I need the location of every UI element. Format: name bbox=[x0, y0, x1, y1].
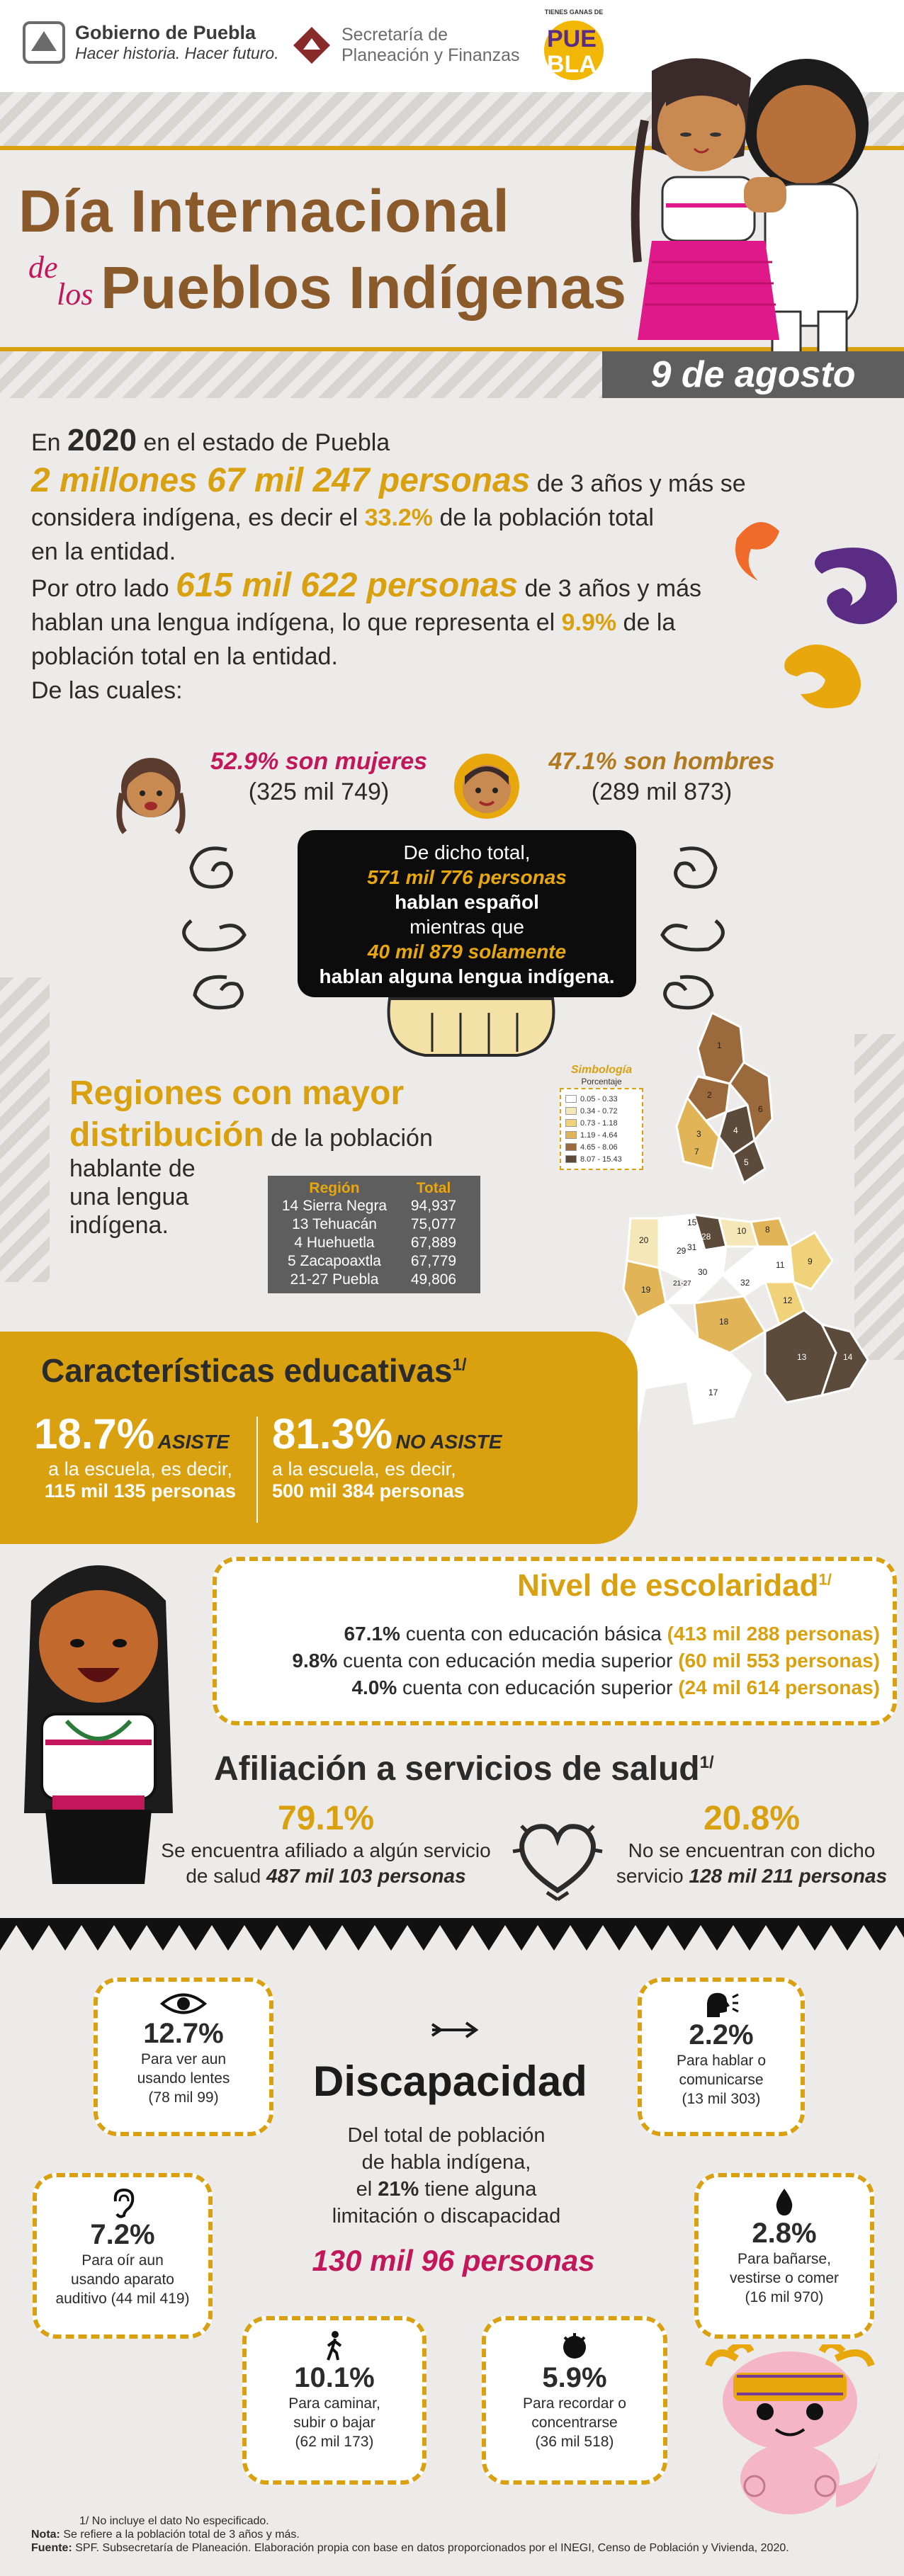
card-pct: 5.9% bbox=[542, 2362, 607, 2393]
walking-person-icon bbox=[322, 2330, 346, 2361]
map-label: 15 bbox=[687, 1218, 697, 1227]
women-stat bbox=[191, 748, 446, 806]
disability-title: Discapacidad bbox=[313, 2058, 587, 2105]
health-no bbox=[606, 1799, 897, 1889]
regions-table bbox=[268, 1176, 480, 1293]
disability-card-walk: 10.1% Para caminar, subir o bajar (62 mil 173) bbox=[242, 2316, 426, 2485]
regions-title2-line: distribución de la población bbox=[69, 1116, 433, 1154]
speech-line6: hablan alguna lengua indígena. bbox=[319, 965, 615, 987]
card-pct: 2.2% bbox=[689, 2019, 754, 2050]
secretaria-logo bbox=[290, 24, 520, 67]
men-stat bbox=[527, 748, 796, 806]
map-label: 17 bbox=[708, 1388, 718, 1397]
legend-item: 0.34 - 0.72 bbox=[565, 1105, 638, 1117]
disability-card-hear: 7.2% Para oír aun usando aparato auditivo (44 mil 419) bbox=[33, 2173, 213, 2339]
brain-icon bbox=[559, 2330, 590, 2361]
speaking-head-icon bbox=[703, 1990, 740, 2019]
attend-count: 115 mil 135 personas bbox=[44, 1480, 237, 1502]
table-row: 4 Huehuetla 67,889 bbox=[294, 1235, 457, 1251]
title-line2: Pueblos Indígenas bbox=[101, 254, 627, 321]
hands-illustration bbox=[383, 992, 560, 1062]
puebla-brand-logo bbox=[537, 8, 611, 82]
noattend-count: 500 mil 384 personas bbox=[272, 1480, 465, 1502]
ear-icon bbox=[108, 2187, 137, 2218]
map-label: 8 bbox=[765, 1225, 770, 1235]
disability-card-remember: 5.9% Para recordar o concentrarse (36 mil 518) bbox=[482, 2316, 667, 2485]
gob-puebla-logo bbox=[21, 20, 279, 65]
regions-title1: Regiones con mayor bbox=[69, 1074, 405, 1112]
map-label: 13 bbox=[797, 1352, 807, 1362]
intro-line1: En 2020 en el estado de Puebla bbox=[31, 423, 390, 458]
legend-item: 1.19 - 4.64 bbox=[565, 1129, 638, 1141]
girl-face-icon bbox=[112, 744, 190, 836]
map-label: 21-27 bbox=[673, 1280, 691, 1288]
title-de: de bbox=[28, 250, 58, 285]
speech-line4: mientras que bbox=[409, 916, 524, 938]
map-label: 14 bbox=[843, 1352, 853, 1362]
regions-col-region: Región bbox=[309, 1180, 360, 1196]
heart-icon bbox=[512, 1816, 604, 1901]
map-label: 10 bbox=[737, 1226, 747, 1236]
speech-swirls-left-icon bbox=[177, 836, 283, 1020]
legend-subtitle: Porcentaje bbox=[581, 1077, 622, 1086]
disability-desc3: el 21% tiene alguna bbox=[356, 2178, 537, 2201]
table-row: 21-27 Puebla 49,806 bbox=[290, 1271, 457, 1288]
noattend-line2: a la escuela, es decir, bbox=[272, 1458, 456, 1480]
women-count: (325 mil 749) bbox=[248, 778, 390, 805]
disability-desc4: limitación o discapacidad bbox=[332, 2205, 561, 2228]
title-line1: Día Internacional bbox=[18, 178, 510, 244]
brand-top: PUE bbox=[547, 25, 597, 52]
regions-sub3: una lengua bbox=[69, 1184, 189, 1210]
date-zigzag-band bbox=[0, 351, 602, 398]
card-pct: 10.1% bbox=[294, 2362, 375, 2393]
date-badge bbox=[602, 351, 904, 398]
disability-total: 130 mil 96 personas bbox=[312, 2244, 595, 2277]
legend-item: 0.73 - 1.18 bbox=[565, 1117, 638, 1129]
axolotl-mascot-illustration bbox=[694, 2344, 886, 2521]
map-label: 19 bbox=[641, 1285, 651, 1295]
health-no-line1: No se encuentran con dicho bbox=[628, 1839, 876, 1861]
boy-face-icon bbox=[448, 744, 526, 829]
intro-line6: hablan una lengua indígena, lo que representa el 9.9% de la bbox=[31, 609, 676, 636]
map-label: 30 bbox=[698, 1267, 708, 1277]
map-label: 4 bbox=[733, 1125, 738, 1135]
health-no-line2: servicio 128 mil 211 personas bbox=[616, 1865, 888, 1887]
secretaria-line2: Planeación y Finanzas bbox=[341, 45, 520, 65]
table-row: 13 Tehuacán 75,077 bbox=[292, 1216, 457, 1232]
speech-line3: hablan español bbox=[395, 891, 539, 913]
schooling-title: Nivel de escolaridad$^{1/}$ bbox=[517, 1568, 832, 1603]
footer-fuente: Fuente: SPF. Subsecretaría de Planeación. Elaboración propia con base en datos proporcionados por el INEGI, Censo de Población y Vivienda, 2020. bbox=[31, 2542, 789, 2554]
legend-item: 8.07 - 15.43 bbox=[565, 1153, 638, 1165]
map-label: 1 bbox=[717, 1040, 722, 1050]
brand-small: TIENES GANAS DE bbox=[544, 8, 604, 16]
schooling-row: 67.1% cuenta con educación básica (413 mil 288 personas) bbox=[344, 1623, 880, 1645]
regions-left-zigzag bbox=[0, 977, 50, 1282]
speech-line1: De dicho total, bbox=[403, 841, 531, 863]
map-label: 20 bbox=[639, 1235, 649, 1245]
intro-line5: Por otro lado 615 mil 622 personas de 3 años y más bbox=[31, 567, 701, 604]
gob-slogan: Hacer historia. Hacer futuro. bbox=[75, 44, 279, 62]
attend-headline: 18.7% ASISTE bbox=[34, 1410, 230, 1458]
map-label: 32 bbox=[740, 1278, 750, 1288]
intro-line4: en la entidad. bbox=[31, 538, 176, 565]
men-label: 47.1% son hombres bbox=[548, 748, 775, 775]
schooling-row: 9.8% cuenta con educación media superior (60 mil 553 personas) bbox=[292, 1650, 880, 1672]
map-label: 6 bbox=[758, 1104, 763, 1114]
legend-title: Simbología bbox=[570, 1064, 633, 1076]
legend-item: 0.05 - 0.33 bbox=[565, 1093, 638, 1105]
spf-emblem-icon bbox=[290, 24, 333, 67]
noattend-headline: 81.3% NO ASISTE bbox=[272, 1410, 502, 1458]
map-label: 31 bbox=[687, 1242, 697, 1252]
disability-desc1: Del total de población bbox=[347, 2124, 546, 2147]
table-row: 5 Zacapoaxtla 67,779 bbox=[288, 1253, 457, 1269]
swirl-decoration-icon bbox=[730, 510, 904, 722]
intro-line2: 2 millones 67 mil 247 personas de 3 años y más se bbox=[31, 462, 746, 499]
title-los: los bbox=[57, 277, 94, 312]
footer-nota: Nota: Se refiere a la población total de 3 años y más. bbox=[31, 2529, 300, 2541]
map-label: 7 bbox=[694, 1147, 699, 1157]
attend-line2: a la escuela, es decir, bbox=[48, 1458, 232, 1480]
brand-bottom: BLA bbox=[547, 51, 597, 78]
schooling-row: 4.0% cuenta con educación superior (24 mil 614 personas) bbox=[351, 1676, 880, 1698]
education-title: Características educativas$^{1/}$ bbox=[41, 1352, 467, 1389]
health-no-pct: 20.8% bbox=[703, 1800, 801, 1837]
women-label: 52.9% son mujeres bbox=[210, 748, 428, 775]
map-label: 11 bbox=[776, 1260, 785, 1270]
health-title: Afiliación a servicios de salud$^{1/}$ bbox=[214, 1750, 714, 1788]
eye-icon bbox=[160, 1990, 207, 2017]
regions-col-total: Total bbox=[416, 1180, 451, 1196]
map-label: 5 bbox=[744, 1157, 749, 1167]
date-text: 9 de agosto bbox=[650, 354, 856, 395]
speech-line5: 40 mil 879 solamente bbox=[367, 941, 567, 963]
education-attend bbox=[34, 1409, 247, 1502]
secretaria-line1: Secretaría de bbox=[341, 25, 448, 45]
gob-title: Gobierno de Puebla bbox=[75, 22, 256, 43]
health-yes-line1: Se encuentra afiliado a algún servicio bbox=[161, 1839, 491, 1861]
footer bbox=[31, 2514, 867, 2555]
map-label: 2 bbox=[707, 1090, 712, 1100]
disability-desc bbox=[312, 2122, 581, 2230]
disability-desc2: de habla indígena, bbox=[361, 2151, 531, 2174]
map-label: 12 bbox=[783, 1295, 793, 1305]
regions-sub2: hablante de bbox=[69, 1155, 196, 1182]
regions-table-header bbox=[275, 1180, 473, 1197]
table-row: 14 Sierra Negra 94,937 bbox=[281, 1198, 457, 1214]
map-label: 18 bbox=[719, 1317, 729, 1327]
intro-line8: De las cuales: bbox=[31, 677, 183, 704]
zigzag-divider bbox=[0, 1918, 904, 1951]
speech-box bbox=[298, 830, 636, 997]
speech-line2: 571 mil 776 personas bbox=[367, 866, 567, 888]
disability-card-see: 12.7% Para ver aun usando lentes (78 mil 99) bbox=[94, 1978, 273, 2136]
footer-note1: 1/ No incluye el dato No especificado. bbox=[79, 2515, 269, 2527]
disability-card-speak: 2.2% Para hablar o comunicarse (13 mil 303) bbox=[638, 1978, 805, 2136]
intro-line3: considera indígena, es decir el 33.2% de la población total bbox=[31, 504, 654, 531]
health-yes-line2: de salud 487 mil 103 personas bbox=[186, 1865, 466, 1887]
card-pct: 7.2% bbox=[90, 2219, 155, 2250]
map-label: 29 bbox=[677, 1246, 687, 1256]
map-label: 9 bbox=[808, 1256, 813, 1266]
card-pct: 2.8% bbox=[752, 2218, 817, 2249]
regions-sub4: indígena. bbox=[69, 1212, 169, 1239]
card-pct: 12.7% bbox=[143, 2018, 224, 2049]
disability-card-selfcare: 2.8% Para bañarse, vestirse o comer (16 mil 970) bbox=[694, 2173, 874, 2339]
water-drop-icon bbox=[774, 2187, 795, 2217]
men-count: (289 mil 873) bbox=[591, 778, 733, 805]
intro-line7: población total en la entidad. bbox=[31, 643, 338, 670]
map-label: 28 bbox=[701, 1232, 711, 1242]
health-yes bbox=[142, 1799, 510, 1889]
education-noattend bbox=[272, 1409, 541, 1502]
legend-item: 4.65 - 8.06 bbox=[565, 1141, 638, 1153]
education-divider bbox=[256, 1417, 258, 1523]
intro-text bbox=[31, 424, 782, 708]
schooling-rows bbox=[227, 1621, 886, 1701]
hugging-couple-illustration bbox=[623, 28, 886, 361]
gob-emblem-icon bbox=[21, 20, 67, 65]
health-yes-pct: 79.1% bbox=[277, 1800, 375, 1837]
arrow-right-icon bbox=[431, 2021, 480, 2038]
map-label: 3 bbox=[696, 1129, 701, 1139]
